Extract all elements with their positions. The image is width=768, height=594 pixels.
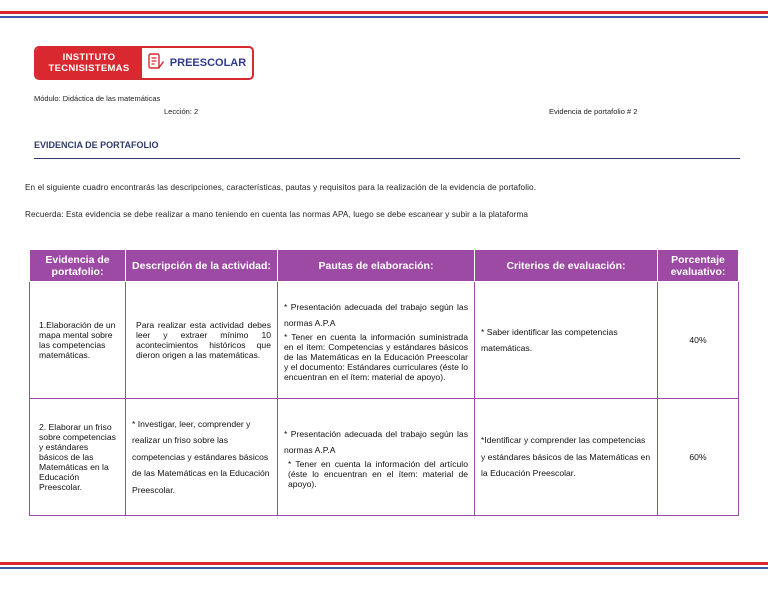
top-red-stripe <box>0 11 768 14</box>
logo-line-1: INSTITUTO <box>62 52 116 63</box>
logo-brand-block <box>142 48 252 78</box>
section-title: EVIDENCIA DE PORTAFOLIO <box>34 140 159 150</box>
cell-criterios: *Identificar y comprender las competencias y estándares básicos de las Matemáticas en la Educación Preescolar. <box>475 399 658 516</box>
cell-evidencia: 1.Elaboración de un mapa mental sobre las competencias matemáticas. <box>30 282 126 399</box>
cell-porcentaje: 60% <box>658 399 739 516</box>
intro-paragraph: En el siguiente cuadro encontrarás las descripciones, características, pautas y requisitos para la realización de la evidencia de portafolio. <box>25 183 537 192</box>
cell-pautas <box>278 282 475 399</box>
cell-evidencia: 2. Elaborar un friso sobre competencias y estándares básicos de las Matemáticas en la Educación Preescolar. <box>30 399 126 516</box>
evidence-number-label: Evidencia de portafolio # 2 <box>549 107 638 116</box>
pauta-item: * Tener en cuenta la información suministrada en el ítem: Competencias y estándares básicos de las Matemáticas en la Educación Preescolar y el documento: Estándares curriculares (éste lo encuentran en el ítem: material de apoyo). <box>284 331 468 382</box>
institute-logo <box>34 46 254 80</box>
logo-institute-block <box>36 48 142 78</box>
module-label: Módulo: Didáctica de las matemáticas <box>34 94 161 103</box>
reminder-paragraph: Recuerda: Esta evidencia se debe realizar a mano teniendo en cuenta las normas APA, luego se debe escanear y subir a la plataforma <box>25 210 529 219</box>
title-divider <box>34 158 740 159</box>
top-blue-stripe <box>0 16 768 18</box>
logo-line-2: TECNISISTEMAS <box>48 63 130 74</box>
cell-porcentaje: 40% <box>658 282 739 399</box>
header-criterios: Criterios de evaluación: <box>475 250 658 282</box>
document-pencil-icon <box>148 53 164 74</box>
pauta-item: * Tener en cuenta la información del artículo (éste lo encuentran en el ítem: material de apoyo). <box>288 458 468 489</box>
pauta-item: * Presentación adecuada del trabajo según las normas A.P.A <box>284 301 468 328</box>
lesson-label: Lección: 2 <box>164 107 199 116</box>
header-descripcion: Descripción de la actividad: <box>126 250 278 282</box>
table-row <box>30 399 739 516</box>
header-evidencia: Evidencia de portafolio: <box>30 250 126 282</box>
pauta-item: * Presentación adecuada del trabajo según las normas A.P.A <box>284 428 468 455</box>
cell-descripcion: * Investigar, leer, comprender y realizar un friso sobre las competencias y estándares básicos de las Matemáticas en la Educación Preescolar. <box>126 399 278 516</box>
header-pautas: Pautas de elaboración: <box>278 250 475 282</box>
table-header-row <box>30 250 739 282</box>
logo-brand-text: PREESCOLAR <box>169 57 247 69</box>
bottom-red-stripe <box>0 562 768 565</box>
cell-descripcion: Para realizar esta actividad debes leer y extraer mínimo 10 acontecimientos históricos que dieron origen a las matemáticas. <box>126 282 278 399</box>
cell-pautas <box>278 399 475 516</box>
bottom-blue-stripe <box>0 567 768 569</box>
cell-criterios: * Saber identificar las competencias matemáticas. <box>475 282 658 399</box>
header-porcentaje: Porcentaje evaluativo: <box>658 250 739 282</box>
portfolio-table <box>29 249 739 516</box>
table-row <box>30 282 739 399</box>
